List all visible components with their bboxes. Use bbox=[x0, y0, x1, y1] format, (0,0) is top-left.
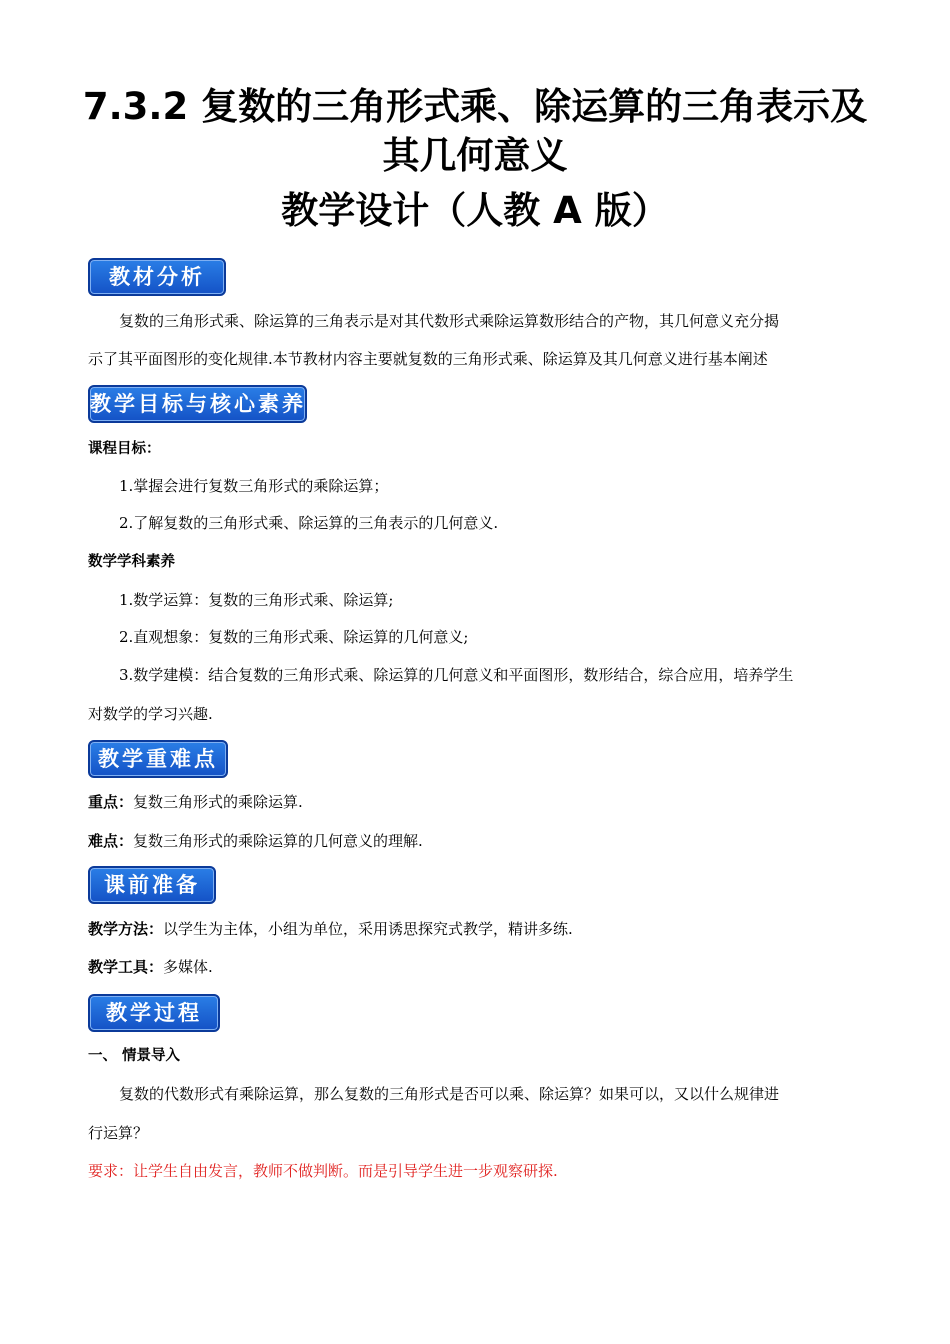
analysis-paragraph-line-2: 示了其平面图形的变化规律.本节教材内容主要就复数的三角形式乘、除运算及其几何意义进行基本阐述 bbox=[88, 350, 768, 368]
key-point-line bbox=[88, 792, 878, 812]
difficult-point-line bbox=[88, 831, 878, 851]
literacy-item-3-line-2: 对数学的学习兴趣. bbox=[88, 705, 213, 723]
section-badge-goals: 教学目标与核心素养 bbox=[88, 385, 307, 423]
section-badge-process: 教学过程 bbox=[88, 994, 220, 1032]
title-line-1: 7.3.2 复数的三角形式乘、除运算的三角表示及 bbox=[82, 85, 868, 128]
teaching-tool-label: 教学工具： bbox=[88, 958, 164, 976]
title-line-2: 其几何意义 bbox=[382, 134, 568, 177]
difficult-point-label: 难点： bbox=[88, 832, 134, 850]
key-point-text: 复数三角形式的乘除运算. bbox=[133, 793, 303, 811]
intro-paragraph-line-1: 复数的代数形式有乘除运算，那么复数的三角形式是否可以乘、除运算？如果可以，又以什么规律进 bbox=[119, 1085, 780, 1103]
intro-paragraph-line-2: 行运算？ bbox=[88, 1124, 149, 1142]
requirement-note: 要求：让学生自由发言，教师不做判断。而是引导学生进一步观察研探. bbox=[88, 1162, 558, 1180]
course-goal-item-2: 2.了解复数的三角形式乘、除运算的三角表示的几何意义. bbox=[119, 514, 499, 532]
course-goal-item-1: 1.掌握会进行复数三角形式的乘除运算； bbox=[119, 477, 389, 495]
literacy-heading: 数学学科素养 bbox=[88, 554, 175, 570]
section-badge-keypoints: 教学重难点 bbox=[88, 740, 228, 778]
teaching-method-label: 教学方法： bbox=[88, 920, 164, 938]
teaching-tool-line bbox=[88, 957, 878, 977]
section-badge-prep: 课前准备 bbox=[88, 866, 216, 904]
difficult-point-text: 复数三角形式的乘除运算的几何意义的理解. bbox=[133, 832, 423, 850]
teaching-method-line bbox=[88, 919, 878, 939]
step-1-heading: 一、 情景导入 bbox=[88, 1048, 181, 1064]
course-goals-heading: 课程目标： bbox=[88, 441, 161, 457]
key-point-label: 重点： bbox=[88, 793, 134, 811]
title-line-3: 教学设计（人教 A 版） bbox=[281, 189, 669, 232]
teaching-tool-text: 多媒体. bbox=[163, 958, 213, 976]
teaching-method-text: 以学生为主体，小组为单位，采用诱思探究式教学，精讲多练. bbox=[163, 920, 573, 938]
literacy-item-1: 1.数学运算：复数的三角形式乘、除运算; bbox=[119, 591, 394, 609]
literacy-item-3-line-1: 3.数学建模：结合复数的三角形式乘、除运算的几何意义和平面图形，数形结合，综合应用，培养学生 bbox=[119, 666, 794, 684]
literacy-item-2: 2.直观想象：复数的三角形式乘、除运算的几何意义; bbox=[119, 628, 469, 646]
analysis-paragraph-line-1: 复数的三角形式乘、除运算的三角表示是对其代数形式乘除运算数形结合的产物，其几何意义充分揭 bbox=[119, 312, 780, 330]
section-badge-analysis: 教材分析 bbox=[88, 258, 226, 296]
